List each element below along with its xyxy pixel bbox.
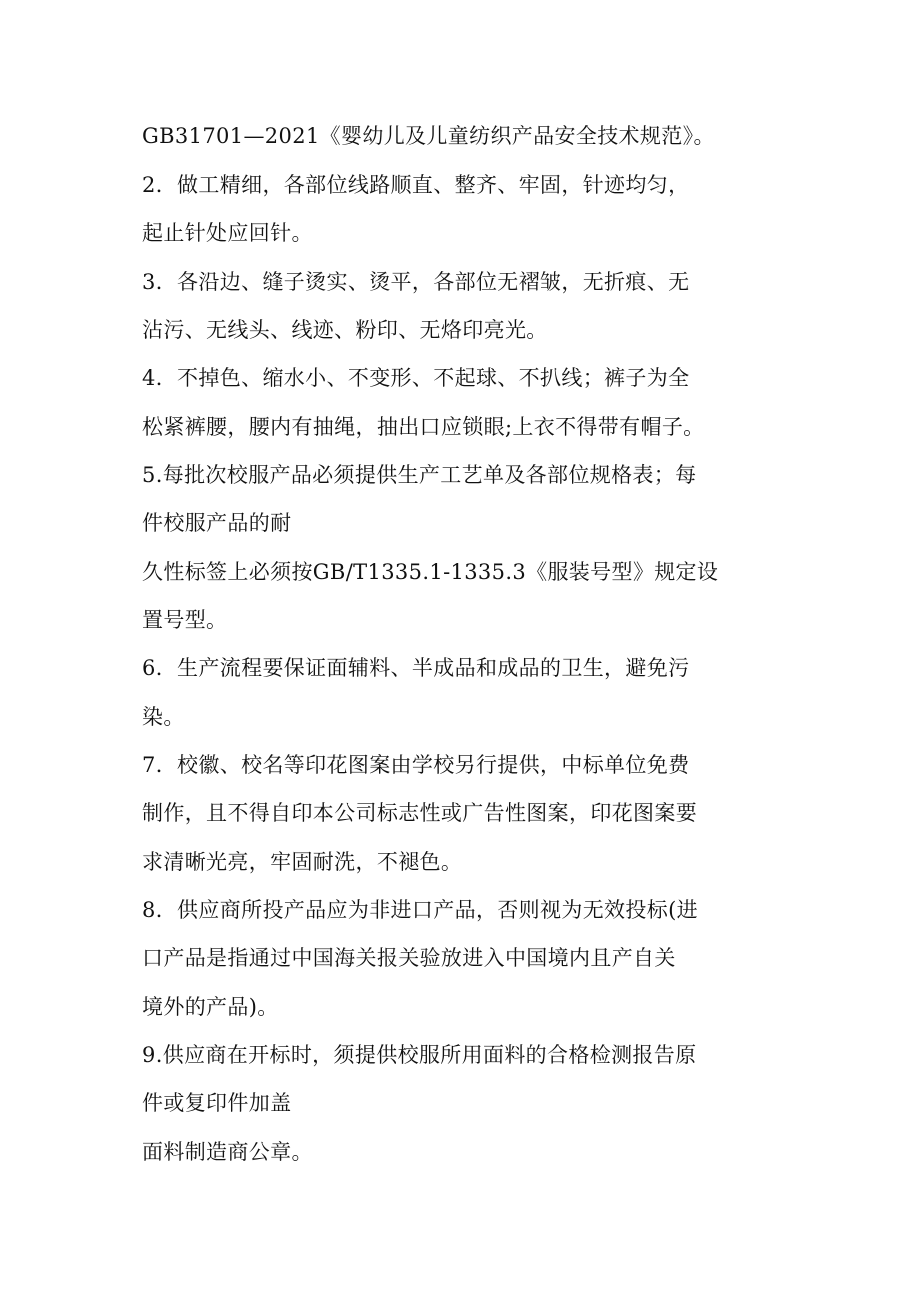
text-line: 3．各沿边、缝子烫实、烫平，各部位无褶皱，无折痕、无 [142,270,690,294]
text-line: 4．不掉色、缩水小、不变形、不起球、不扒线；裤子为全 [142,366,690,390]
text-line: 置号型。 [142,608,228,632]
text-line: 8．供应商所投产品应为非进口产品，否则视为无效投标(进 [142,898,699,922]
text-line: 9.供应商在开标时，须提供校服所用面料的合格检测报告原 [142,1043,697,1067]
text-line: 起止针处应回针。 [142,221,313,245]
text-line: 口产品是指通过中国海关报关验放进入中国境内且产自关 [142,946,676,970]
text-line: 沾污、无线头、线迹、粉印、无烙印亮光。 [142,318,548,342]
text-line: 境外的产品)。 [142,995,279,1019]
text-line: 5.每批次校服产品必须提供生产工艺单及各部位规格表；每 [142,463,697,487]
text-line: 2．做工精细，各部位线路顺直、整齐、牢固，针迹均匀， [142,173,690,197]
text-line: 久性标签上必须按GB/T1335.1-1335.3《服装号型》规定设 [142,560,719,584]
text-line: 染。 [142,705,185,729]
text-line: 面料制造商公章。 [142,1140,313,1164]
text-line: 制作，且不得自印本公司标志性或广告性图案，印花图案要 [142,801,698,825]
text-line: 件或复印件加盖 [142,1091,292,1115]
text-line: 6．生产流程要保证面辅料、半成品和成品的卫生，避免污 [142,656,690,680]
text-line: GB31701—2021《婴幼儿及儿童纺织产品安全技术规范》。 [142,124,715,148]
text-line: 求清晰光亮，牢固耐洗，不褪色。 [142,850,463,874]
text-line: 7．校徽、校名等印花图案由学校另行提供，中标单位免费 [142,753,690,777]
text-line: 松紧裤腰，腰内有抽绳，抽出口应锁眼;上衣不得带有帽子。 [142,415,705,439]
text-line: 件校服产品的耐 [142,511,292,535]
